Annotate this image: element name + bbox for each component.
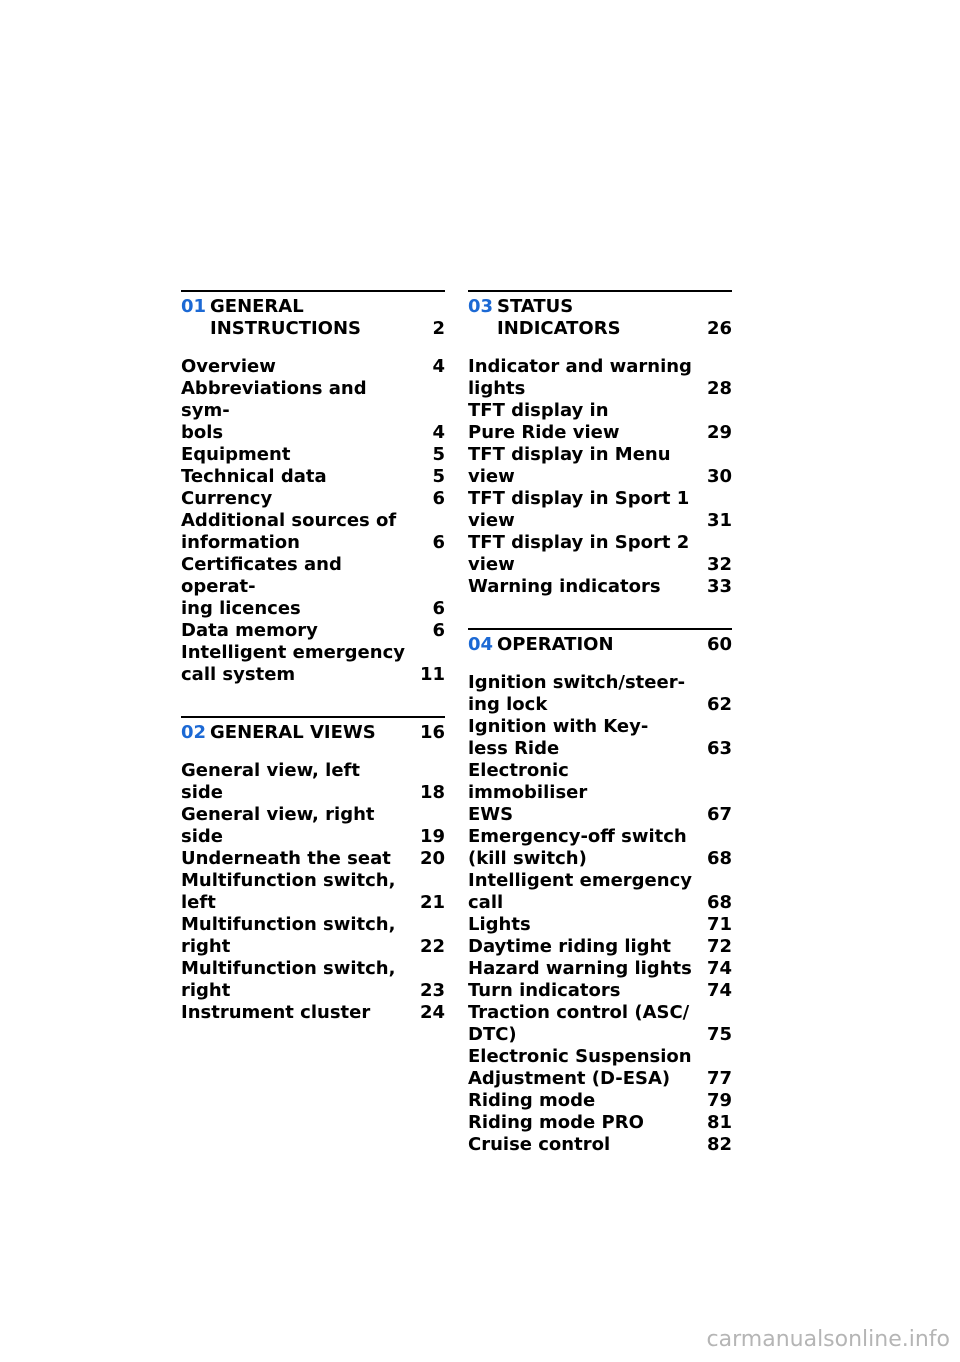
toc-entry[interactable] <box>468 936 732 958</box>
section-heading[interactable] <box>181 716 445 744</box>
toc-entry-page: 72 <box>706 936 732 957</box>
toc-entry[interactable] <box>468 1090 732 1112</box>
toc-entry[interactable] <box>468 488 732 532</box>
toc-entry[interactable] <box>181 510 445 554</box>
section-title-line2: INDICATORS <box>497 318 621 339</box>
toc-entry-page: 67 <box>706 804 732 825</box>
toc-entry-title: TFT display in Sport 1 view <box>468 488 690 531</box>
section-page: 16 <box>419 722 445 743</box>
toc-entry-title: Daytime riding light <box>468 936 671 957</box>
toc-entry-page: 77 <box>706 1068 732 1089</box>
toc-entry[interactable] <box>181 620 445 642</box>
toc-entry-title: Multifunction switch, left <box>181 870 396 913</box>
toc-entry-page: 79 <box>706 1090 732 1111</box>
section-heading[interactable] <box>181 290 445 340</box>
toc-entry-page: 74 <box>706 980 732 1001</box>
toc-entry[interactable] <box>181 488 445 510</box>
toc-entry-title: Technical data <box>181 466 327 487</box>
toc-entry-title: Indicator and warning lights <box>468 356 692 399</box>
toc-entry-page: 29 <box>706 422 732 443</box>
toc-entry-title: Emergency-off switch (kill switch) <box>468 826 687 869</box>
toc-entry[interactable] <box>468 1134 732 1156</box>
section-heading[interactable] <box>468 290 732 340</box>
toc-entry[interactable] <box>181 804 445 848</box>
toc-entry-list <box>468 672 732 1156</box>
toc-entry[interactable] <box>468 980 732 1002</box>
toc-entry-title: Underneath the seat <box>181 848 391 869</box>
toc-entry-title: Warning indicators <box>468 576 661 597</box>
toc-entry-title: Turn indicators <box>468 980 621 1001</box>
toc-entry-page: 75 <box>706 1024 732 1045</box>
toc-entry-title: Multifunction switch, right <box>181 958 396 1001</box>
toc-entry-title: Abbreviations and sym- bols <box>181 378 367 443</box>
toc-entry-page: 82 <box>706 1134 732 1155</box>
toc-entry[interactable] <box>468 716 732 760</box>
section-title-line1: STATUS <box>497 296 574 317</box>
toc-entry[interactable] <box>181 466 445 488</box>
toc-entry-page: 21 <box>419 892 445 913</box>
toc-entry-page: 24 <box>419 1002 445 1023</box>
toc-entry-title: Ignition with Key- less Ride <box>468 716 649 759</box>
toc-entry-page: 4 <box>432 356 445 377</box>
toc-entry-title: Cruise control <box>468 1134 611 1155</box>
toc-entry-page: 5 <box>432 444 445 465</box>
toc-entry[interactable] <box>468 760 732 826</box>
toc-entry[interactable] <box>468 672 732 716</box>
toc-entry-page: 20 <box>419 848 445 869</box>
toc-entry-title: Overview <box>181 356 276 377</box>
toc-entry-title: Data memory <box>181 620 318 641</box>
section-number: 01 <box>181 296 207 317</box>
toc-entry-title: Equipment <box>181 444 291 465</box>
toc-entry-page: 30 <box>706 466 732 487</box>
toc-entry[interactable] <box>468 356 732 400</box>
toc-entry-list <box>181 356 445 686</box>
toc-entry-page: 6 <box>432 488 445 509</box>
toc-entry[interactable] <box>181 444 445 466</box>
toc-entry-title: General view, right side <box>181 804 375 847</box>
toc-entry-title: Riding mode PRO <box>468 1112 644 1133</box>
toc-entry-page: 18 <box>419 782 445 803</box>
section-title-line2: INSTRUCTIONS <box>210 318 361 339</box>
toc-entry-title: Certificates and operat- ing licences <box>181 554 342 619</box>
section-number: 04 <box>468 634 494 655</box>
toc-entry-page: 19 <box>419 826 445 847</box>
toc-entry-title: Hazard warning lights <box>468 958 692 979</box>
toc-entry[interactable] <box>468 1112 732 1134</box>
toc-entry-title: Intelligent emergency call <box>468 870 692 913</box>
toc-entry[interactable] <box>468 1002 732 1046</box>
toc-entry-page: 11 <box>419 664 445 685</box>
toc-entry-list <box>468 356 732 598</box>
toc-entry-list <box>181 760 445 1024</box>
toc-entry-page: 63 <box>706 738 732 759</box>
toc-entry-title: Ignition switch/steer- ing lock <box>468 672 686 715</box>
toc-section-01 <box>181 290 445 686</box>
toc-entry[interactable] <box>468 1046 732 1090</box>
toc-entry-title: TFT display in Menu view <box>468 444 671 487</box>
toc-entry-title: Multifunction switch, right <box>181 914 396 957</box>
toc-entry[interactable] <box>468 576 732 598</box>
section-number: 02 <box>181 722 207 743</box>
toc-entry-title: TFT display in Pure Ride view <box>468 400 620 443</box>
toc-entry[interactable] <box>181 760 445 804</box>
toc-entry-page: 4 <box>432 422 445 443</box>
section-title-line1: GENERAL <box>210 296 304 317</box>
toc-entry[interactable] <box>181 356 445 378</box>
toc-entry[interactable] <box>468 870 732 914</box>
toc-entry[interactable] <box>181 554 445 620</box>
toc-column-left <box>181 290 445 1054</box>
toc-entry-page: 22 <box>419 936 445 957</box>
toc-entry-title: General view, left side <box>181 760 360 803</box>
toc-entry-title: Currency <box>181 488 273 509</box>
toc-entry-page: 5 <box>432 466 445 487</box>
toc-section-02 <box>181 716 445 1024</box>
toc-entry[interactable] <box>181 870 445 914</box>
toc-column-right <box>468 290 732 1186</box>
section-heading[interactable] <box>468 628 732 656</box>
toc-entry[interactable] <box>181 848 445 870</box>
toc-entry[interactable] <box>468 826 732 870</box>
toc-entry-title: Lights <box>468 914 531 935</box>
toc-entry-title: Electronic Suspension Adjustment (D-ESA) <box>468 1046 692 1089</box>
toc-entry[interactable] <box>468 400 732 444</box>
section-page: 2 <box>432 318 445 339</box>
toc-entry-page: 6 <box>432 598 445 619</box>
toc-entry[interactable] <box>181 914 445 958</box>
toc-entry-title: Riding mode <box>468 1090 596 1111</box>
toc-entry[interactable] <box>181 958 445 1002</box>
toc-entry-page: 62 <box>706 694 732 715</box>
toc-entry-title: Traction control (ASC/ DTC) <box>468 1002 690 1045</box>
toc-entry-title: Additional sources of information <box>181 510 397 553</box>
toc-entry-title: Intelligent emergency call system <box>181 642 405 685</box>
toc-entry-page: 71 <box>706 914 732 935</box>
section-title-line1: GENERAL VIEWS <box>210 722 376 743</box>
watermark-footer: carmanualsonline.info <box>706 1327 950 1352</box>
toc-entry[interactable] <box>181 642 445 686</box>
toc-entry-page: 33 <box>706 576 732 597</box>
section-number: 03 <box>468 296 494 317</box>
toc-entry[interactable] <box>468 532 732 576</box>
toc-entry[interactable] <box>181 1002 445 1024</box>
toc-entry-page: 32 <box>706 554 732 575</box>
toc-entry-title: Electronic immobiliser EWS <box>468 760 588 825</box>
toc-entry-page: 74 <box>706 958 732 979</box>
toc-entry-page: 31 <box>706 510 732 531</box>
toc-entry-page: 6 <box>432 532 445 553</box>
toc-entry[interactable] <box>468 914 732 936</box>
section-page: 60 <box>706 634 732 655</box>
toc-entry-page: 68 <box>706 848 732 869</box>
toc-entry[interactable] <box>468 444 732 488</box>
toc-entry-page: 23 <box>419 980 445 1001</box>
toc-entry-page: 6 <box>432 620 445 641</box>
toc-entry-page: 28 <box>706 378 732 399</box>
section-title-line1: OPERATION <box>497 634 614 655</box>
toc-entry-page: 68 <box>706 892 732 913</box>
toc-section-03 <box>468 290 732 598</box>
section-page: 26 <box>706 318 732 339</box>
toc-entry[interactable] <box>468 958 732 980</box>
toc-entry-title: Instrument cluster <box>181 1002 371 1023</box>
toc-entry-title: TFT display in Sport 2 view <box>468 532 690 575</box>
toc-entry[interactable] <box>181 378 445 444</box>
toc-entry-page: 81 <box>706 1112 732 1133</box>
toc-section-04 <box>468 628 732 1156</box>
